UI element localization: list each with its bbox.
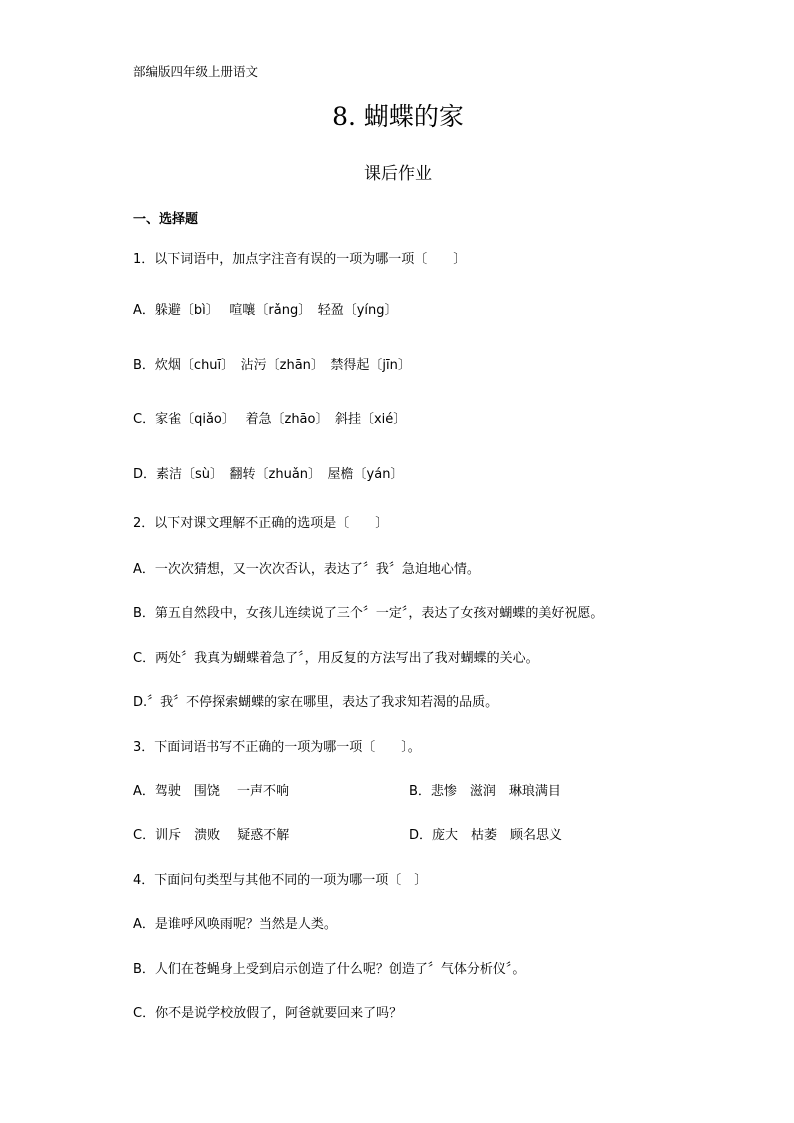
question-4-option-c: C．你不是说学校放假了，阿爸就要回来了吗？ xyxy=(133,1006,403,1021)
question-4-option-b: B．人们在苍蝇身上受到启示创造了什么呢？创造了〞气体分析仪〞。 xyxy=(133,962,526,977)
question-4-option-a: A．是谁呼风唤雨呢？当然是人类。 xyxy=(133,917,337,932)
question-2-option-d: D.〞我〞不停探索蝴蝶的家在哪里，表达了我求知若渴的品质。 xyxy=(133,695,499,710)
question-3-stem: 3．下面词语书写不正确的一项为哪一项〔 〕。 xyxy=(133,740,421,755)
question-1-option-c: C．家雀〔qiǎo〕 着急〔zhāo〕 斜挂〔xié〕 xyxy=(133,412,407,427)
question-1-option-d: D．素洁〔sù〕 翻转〔zhuǎn〕 屋檐〔yán〕 xyxy=(133,467,404,482)
question-3-option-c: C．训斥 溃败 疑惑不解 xyxy=(133,828,290,843)
question-2-option-c: C．两处〞我真为蝴蝶着急了〞，用反复的方法写出了我对蝴蝶的关心。 xyxy=(133,651,539,666)
question-1-option-b: B．炊烟〔chuī〕 沾污〔zhān〕 禁得起〔jīn〕 xyxy=(133,358,411,373)
section-heading: 一、选择题 xyxy=(133,212,199,227)
question-4-stem: 4．下面问句类型与其他不同的一项为哪一项〔 〕 xyxy=(133,873,428,888)
question-2-option-a: A．一次次猜想，又一次次否认，表达了〞我〞急迫地心情。 xyxy=(133,562,480,577)
question-3-option-b: B．悲惨 滋润 琳琅满目 xyxy=(409,784,561,799)
question-2-option-b: B．第五自然段中，女孩儿连续说了三个〞一定〞，表达了女孩对蝴蝶的美好祝愿。 xyxy=(133,606,604,621)
lesson-title: 8. 蝴蝶的家 xyxy=(332,102,464,131)
question-2-stem: 2．以下对课文理解不正确的选项是〔 〕 xyxy=(133,516,389,531)
question-3-option-d: D．庞大 枯萎 顾名思义 xyxy=(409,828,563,843)
lesson-subtitle: 课后作业 xyxy=(364,164,432,184)
document-header: 部编版四年级上册语文 xyxy=(133,64,259,79)
question-1-stem: 1．以下词语中，加点字注音有误的一项为哪一项〔 〕 xyxy=(133,252,467,267)
question-3-option-a: A．驾驶 围饶 一声不响 xyxy=(133,784,290,799)
question-1-option-a: A．躲避〔bì〕 喧嚷〔rǎng〕 轻盈〔yíng〕 xyxy=(133,303,398,318)
